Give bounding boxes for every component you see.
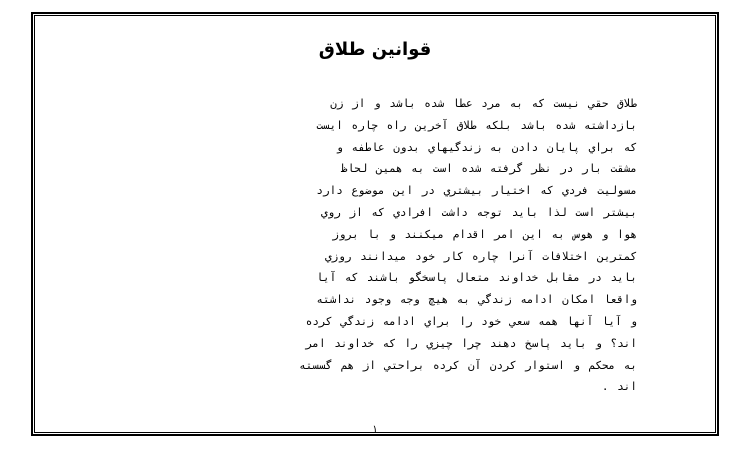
text-line: كه براي پايان دادن به زندگيهاي بدون عاطفه و [336, 140, 637, 154]
page-frame [31, 12, 719, 436]
text-line: بايد در مقابل خداوند متعال پاسخگو باشند كه آيا [316, 271, 637, 285]
text-line: هوا و هوس به اين امر اقدام ميكنند و با بروز [332, 227, 637, 241]
document-title: قوانين طلاق [318, 39, 432, 60]
text-line: بازداشته شده باشد بلكه طلاق آخرين راه چاره ايست [316, 118, 637, 132]
body-paragraph [134, 93, 637, 398]
text-line: بيشتر است لذا بايد توجه داشت افرادي كه از روي [320, 205, 637, 219]
text-line: اند . [601, 380, 637, 394]
text-line: و آيا آنها همه سعي خود را براي ادامه زندگي كرده [305, 314, 637, 328]
text-line: واقعا امكان ادامه زندگي به هيچ وجه وجود نداشته [316, 293, 637, 307]
text-line: اند؟ و بايد پاسخ دهند چرا چيزي را كه خداوند امر [305, 336, 637, 350]
text-line: كمترين اختلافات آنرا چاره كار خود ميدانند روزي [324, 249, 637, 263]
text-line: به محكم و استوار كردن آن كرده براحتي از هم گسسته [299, 358, 637, 372]
page-content [36, 17, 714, 435]
page-number: ۱ [372, 424, 378, 435]
text-line: طلاق حقي نيست كه به مرد عطا شده باشد و از زن [330, 97, 637, 110]
text-line: مشقت بار در نظر گرفته شده است به همين لحاظ [340, 162, 637, 176]
text-line: مسوليت فردي كه اختيار بيشتري در اين موضوع دارد [316, 184, 637, 198]
